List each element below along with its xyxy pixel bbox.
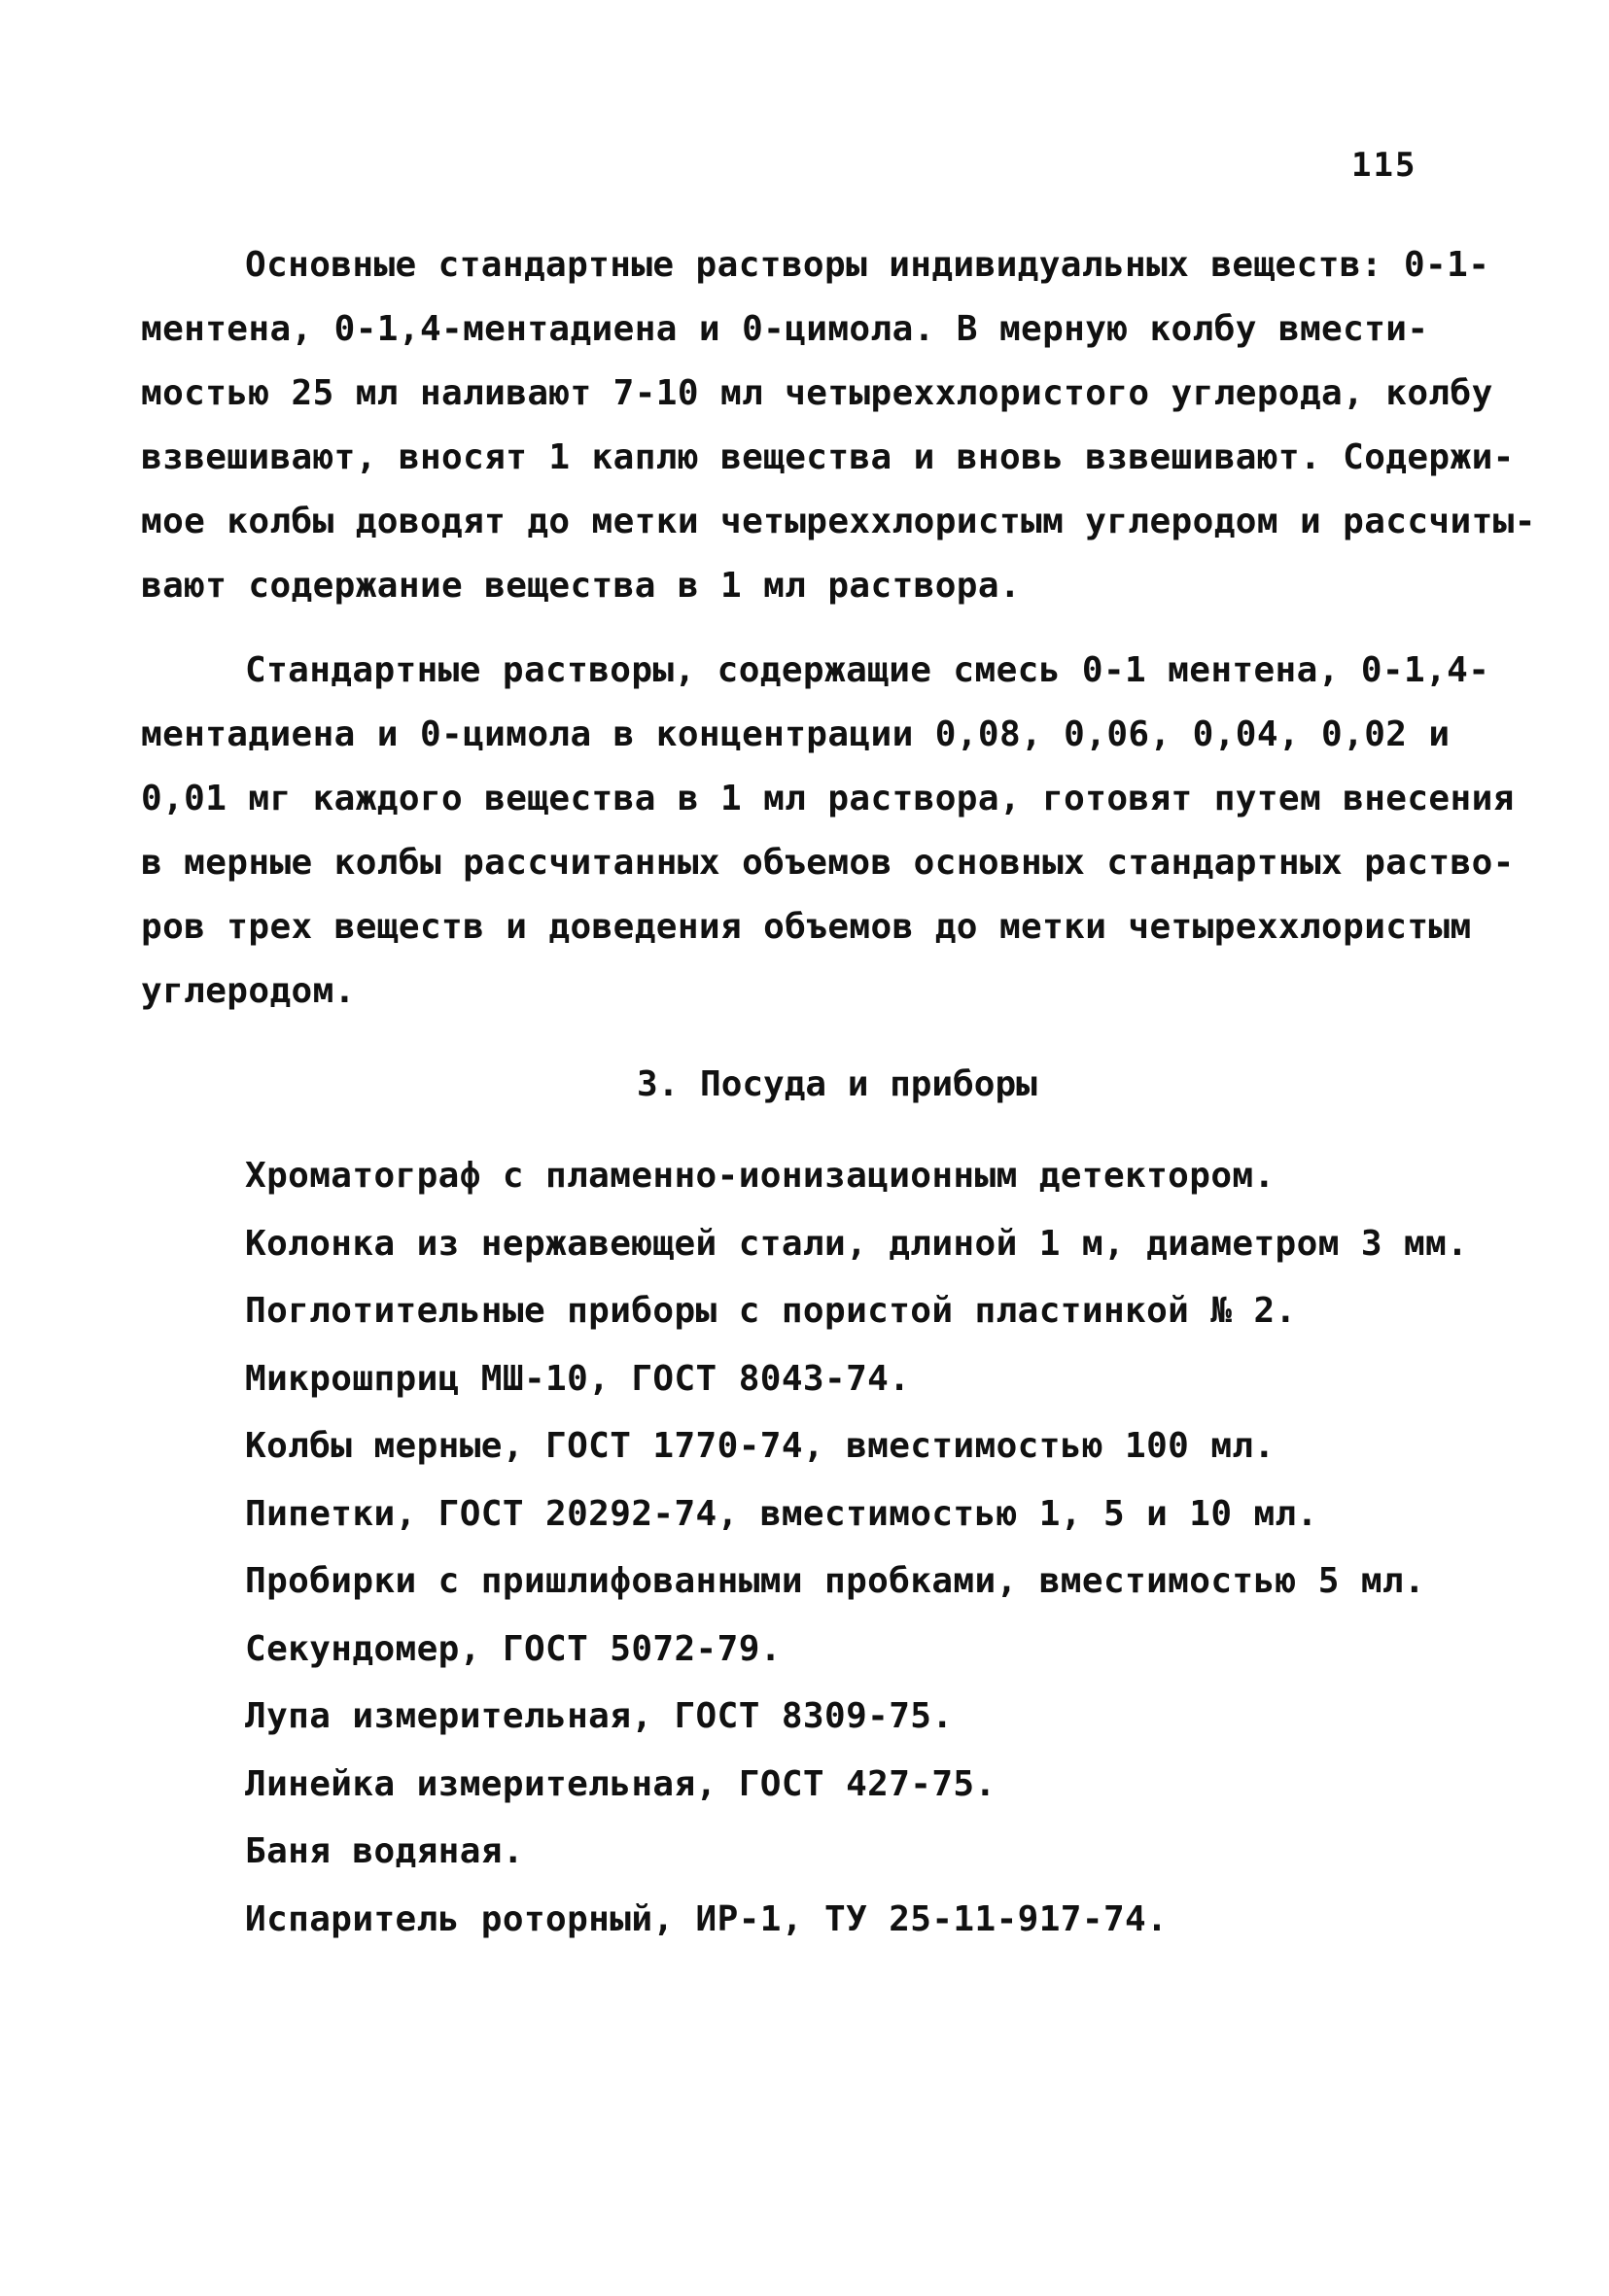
list-item: Лупа измерительная, ГОСТ 8309-75.: [245, 1696, 954, 1736]
list-item: Колбы мерные, ГОСТ 1770-74, вместимостью 100 мл.: [245, 1426, 1276, 1466]
page-number: 115: [1351, 146, 1417, 185]
list-item: Пробирки с пришлифованными пробками, вместимостью 5 мл.: [245, 1561, 1426, 1601]
section-heading: 3. Посуда и приборы: [637, 1064, 1037, 1104]
list-item: Испаритель роторный, ИР-1, ТУ 25-11-917-74.: [245, 1898, 1169, 1939]
list-item: Поглотительные приборы с пористой пластинкой № 2.: [245, 1291, 1297, 1331]
paragraph-2-line-6: углеродом.: [141, 971, 356, 1011]
paragraph-2-line-5: ров трех веществ и доведения объемов до метки четыреххлористым: [141, 907, 1472, 947]
paragraph-2-line-3: 0,01 мг каждого вещества в 1 мл раствора, готовят путем внесения: [141, 779, 1515, 818]
list-item: Колонка из нержавеющей стали, длиной 1 м, диаметром 3 мм.: [245, 1223, 1469, 1264]
list-item: Линейка измерительная, ГОСТ 427-75.: [245, 1763, 997, 1804]
list-item: Секундомер, ГОСТ 5072-79.: [245, 1628, 782, 1669]
paragraph-2-line-2: ментадиена и 0-цимола в концентрации 0,08, 0,06, 0,04, 0,02 и: [141, 714, 1451, 754]
paragraph-1-line-1: Основные стандартные растворы индивидуальных веществ: 0-1-: [245, 245, 1490, 285]
list-item: Хроматограф с пламенно-ионизационным детектором.: [245, 1156, 1276, 1196]
paragraph-1-line-3: мостью 25 мл наливают 7-10 мл четыреххлористого углерода, колбу: [141, 373, 1493, 413]
paragraph-2-line-1: Стандартные растворы, содержащие смесь 0-1 ментена, 0-1,4-: [245, 650, 1490, 690]
list-item: Пипетки, ГОСТ 20292-74, вместимостью 1, 5 и 10 мл.: [245, 1493, 1318, 1534]
paragraph-1-line-4: взвешивают, вносят 1 каплю вещества и вновь взвешивают. Содержи-: [141, 437, 1515, 477]
paragraph-1-line-5: мое колбы доводят до метки четыреххлористым углеродом и рассчиты-: [141, 502, 1536, 541]
list-item: Баня водяная.: [245, 1831, 524, 1871]
paragraph-1-line-2: ментена, 0-1,4-ментадиена и 0-цимола. В мерную колбу вмести-: [141, 309, 1429, 349]
list-item: Микрошприц МШ-10, ГОСТ 8043-74.: [245, 1358, 911, 1399]
paragraph-2-line-4: в мерные колбы рассчитанных объемов основных стандартных раство-: [141, 843, 1515, 883]
equipment-list: [245, 1142, 1468, 1953]
paragraph-1-line-6: вают содержание вещества в 1 мл раствора.: [141, 566, 1022, 606]
